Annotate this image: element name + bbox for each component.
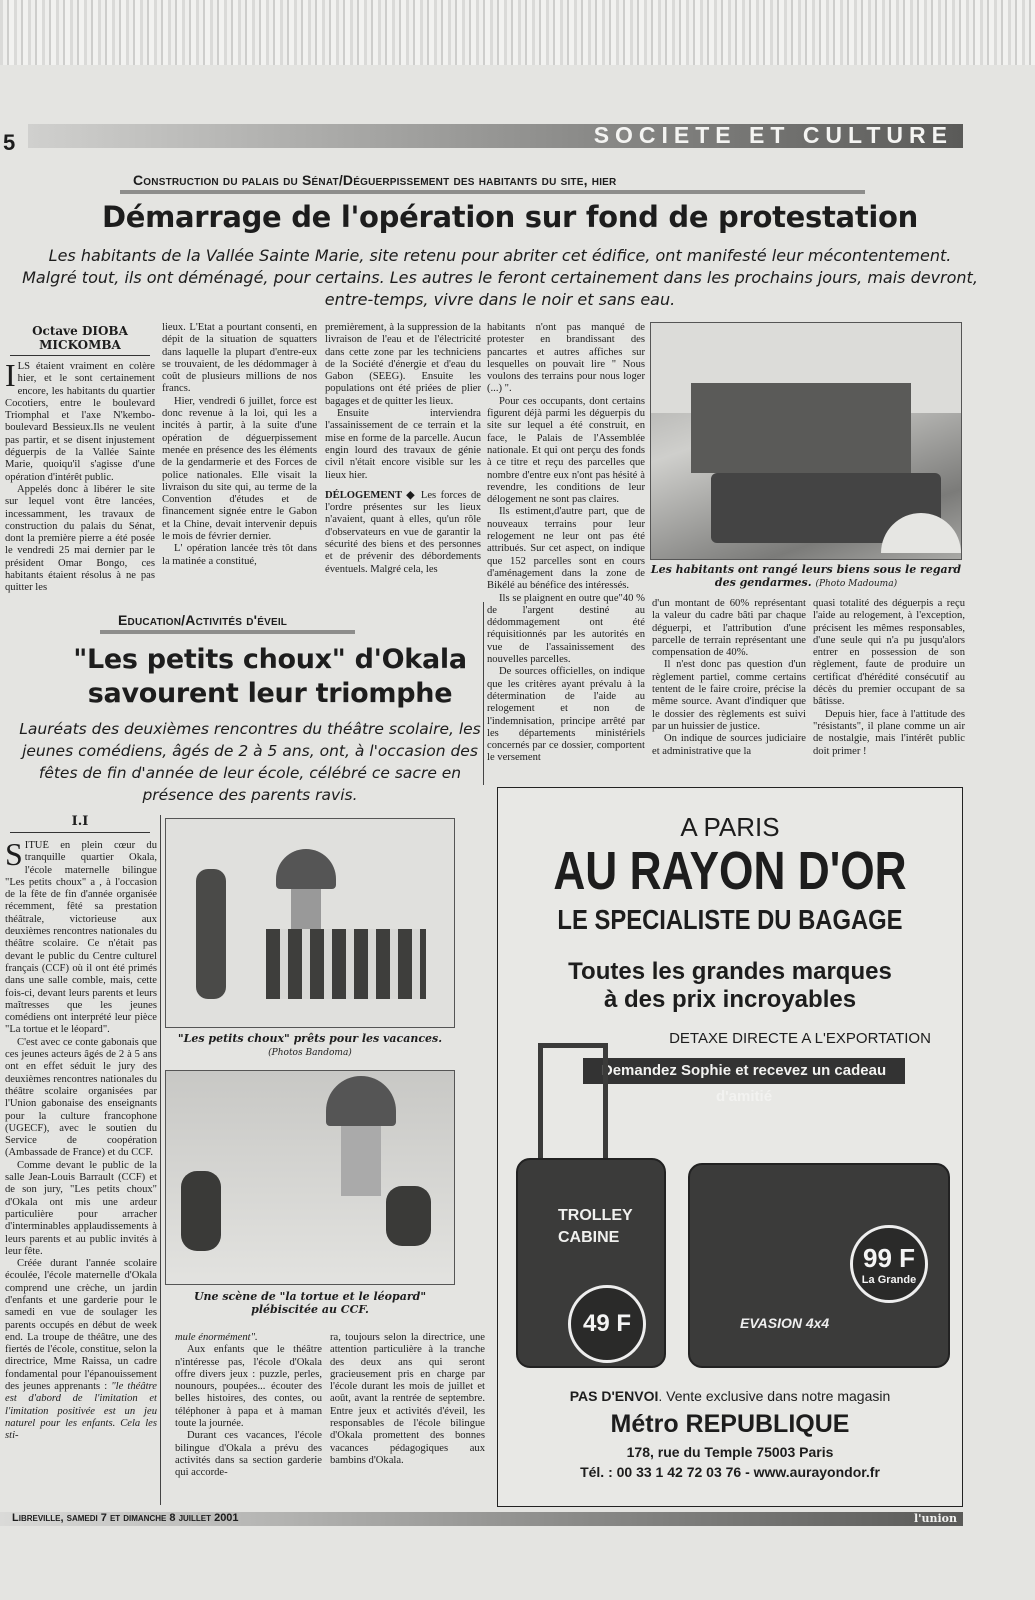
- paragraph: Depuis hier, face à l'attitude des "résistants", il plane comme un air de nostalgie, mais l'intérêt public doit primer !: [813, 708, 965, 757]
- article1-title: Démarrage de l'opération sur fond de protestation: [101, 200, 918, 234]
- ad-brand: AU RAYON D'OR: [553, 841, 907, 901]
- paragraph: ITUÉ en plein cœur du tranquille quartier Okala, l'école maternelle bilingue "Les petits choux" a , à l'occasion de la fête de fin d'année organisée récemment, fêté sa prestation théâtrale, victorieuse aux deuxièmes rencontres nationales du théâtre scolaire. Ce n'était pas devant le public du Centre culturel français (CCF) où il ont été primés dans une salle comble, mais, cette fois-ci, devant leurs parents et leurs maîtresses que les jeunes comédiens ont interprété leur pièce "La tortue et le léopard".: [5, 840, 157, 1036]
- bag2-name: EVASION 4x4: [740, 1315, 830, 1331]
- bag2-price-badge: 99 F La Grande: [850, 1225, 928, 1303]
- kicker-rule: [120, 190, 865, 194]
- ad-promo: Toutes les grandes marques: [568, 958, 892, 985]
- bag1-price-badge: 49 F: [568, 1285, 646, 1363]
- scan-edge: [0, 0, 1035, 65]
- paragraph: Il n'est donc pas question d'un règlement partiel, comme certains tentent de le faire croire, précise la même source. Avant d'indiquer que le dossier des règlements est suivi par un huissier de justice.: [652, 659, 806, 732]
- column-rule: [160, 815, 161, 1505]
- ad-promo: à des prix incroyables: [603, 986, 857, 1013]
- drop-cap: S: [5, 840, 23, 872]
- photo2-caption: Une scène de "la tortue et le léopard" plébiscitée au CCF.: [193, 1290, 427, 1316]
- article2-chapo: Lauréats des deuxièmes rencontres du théâtre scolaire, les jeunes comédiens, âgés de 2 à 5 ans, ont, à l'occasion des fêtes de fin d'année de leur école, célébré ce sacre en présence des parents ravis.: [19, 720, 481, 804]
- paragraph: De sources officielles, on indique que les critères ayant prévalu à la détermination de l'aide au relogement et non de l'indemnisation, principe arrêté par les départements ministériels concernés par ce dossier, comportent le versement: [487, 666, 645, 764]
- kicker-rule: [100, 630, 355, 634]
- paragraph: d'un montant de 60% représentant la valeur du cadre bâti par chaque déguerpi, et l'attribution d'une parcelle de terrain représentant une compensation de 40%.: [652, 598, 806, 659]
- quote: "le théâtre est d'abord de l'imitation et l'imitation positivée est un jeu naturel pour les enfants. Cela les sti-: [5, 1381, 157, 1442]
- article1-author: Octave DIOBA MICKOMBA: [10, 324, 150, 356]
- ad-city: A PARIS: [680, 812, 780, 842]
- photo-caption: Les habitants ont rangé leurs biens sous le regard des gendarmes. (Photo Madouma): [650, 563, 962, 589]
- article1-column-4: [487, 322, 645, 785]
- evasion-bag: [688, 1163, 950, 1368]
- paragraph: premièrement, à la suppression de la livraison de l'eau et de l'électricité dans cette zone par les techniciens de la Société d'énergie et d'eau du Gabon (SEEG). Ensuite les populations ont été priées de plier bagages et de quitter les lieux.: [325, 322, 481, 407]
- trolley-cabin-bag: [516, 1158, 666, 1368]
- paragraph: Pour ces occupants, dont certains figurent déjà parmi les déguerpis du site sur lequel a été construit, en face, le Palais de l'Assemblée nationale. Et qui ont perçu des fonds à ce titre et reçu des parcelles que nombre d'entre eux n'ont pas hésité à revendre, les conditions de leur délogement ne sont pas claires.: [487, 395, 645, 506]
- article1-column-5: [652, 598, 806, 786]
- ad-notice: PAS D'ENVOI. Vente exclusive dans notre magasin: [569, 1388, 891, 1404]
- article2-author: I.I: [10, 815, 150, 833]
- drop-cap: I: [5, 361, 16, 393]
- footer-date: Libreville, samedi 7 et dimanche 8 juillet 2001: [12, 1512, 239, 1524]
- paragraph: Créée durant l'année scolaire écoulée, l'école maternelle d'Okala comprend une crèche, un jardin d'enfants et une garderie pour le samedi en vue de soulager les parents occupés en début de week end. La troupe de théâtre, une des fiertés de l'école, constitue, selon la directrice, Mme Raissa, un cadre fondamental pour l'épanouissement des jeunes apprenants :: [5, 1258, 157, 1393]
- ad-detaxe: DETAXE DIRECTE A L'EXPORTATION: [669, 1030, 931, 1047]
- paragraph: Aux enfants que le théâtre n'intéresse pas, l'école d'Okala offre divers jeux : puzzle, perles, nounours, poupées... écouter des belles histoires, des contes, ou téléphoner à papa et à maman toute la journée.: [175, 1344, 322, 1430]
- article1-column-3: [325, 322, 481, 604]
- paragraph: Ensuite interviendra l'assainissement de ce terrain et la mise en forme de la parcelle. Aucun engin lourd des travaux de génie civil n'était encore visible sur les lieux hier.: [325, 408, 481, 481]
- bag1-label: TROLLEY CABINE: [558, 1207, 633, 1246]
- page-number: 5: [3, 130, 16, 155]
- paragraph: LS étaient vraiment en colère hier, et le sont certainement encore, les habitants du quartier Cocotiers, entre le boulevard Triomphal et l'axe N'kembo-boulevard Bessieux.Ils ne veulent pas partir, et se disent injustement déguerpis de la Vallée Sainte Marie, quoiqu'il s'agisse d'une opération d'intérêt public.: [5, 361, 155, 483]
- subheading: DÉLOGEMENT ◆: [325, 489, 417, 501]
- paragraph: ra, toujours selon la directrice, une attention particulière à la tranche des deux ans qui seront gracieusement pris en charge par l'école durant les mois de juillet et août, avant la rentrée de septembre. Entre jeux et activités d'éveil, les responsables de l'école bilingue d'Okala promettent des bonnes vacances pédagogiques aux bambins d'Okala.: [330, 1332, 485, 1466]
- page-footer: [0, 1512, 963, 1526]
- paragraph: Ils estiment,d'autre part, que de nouveaux terrains pour leur relogement ne leur ont pas été attribués. Sur cet aspect, on indique que 152 parcelles sont en cours d'aménagement dans la zone de Bikélé au bénéfice des intéressés.: [487, 506, 645, 592]
- article2-column-2: [175, 1332, 322, 1508]
- quote: mule énormément".: [175, 1332, 258, 1343]
- article1-column-6: [813, 598, 965, 786]
- article1-column-2: [162, 322, 317, 604]
- section-title: SOCIETE ET CULTURE: [593, 122, 953, 148]
- ad-contact: Tél. : 00 33 1 42 72 03 76 - www.aurayondor.fr: [580, 1464, 880, 1480]
- section-banner: [28, 124, 963, 148]
- paragraph: C'est avec ce conte gabonais que ces jeunes acteurs âgés de 2 à 5 ans ont en effet séduit le jury des deuxièmes rencontres nationales du théâtre scolaire organisées par l'Union gabonaise des enseignants pour la culture francophone (UGECF), avec le soutien du Service de coopération (Ambassade de France) et du CCF.: [5, 1036, 157, 1159]
- article2-column-1: [5, 840, 157, 1510]
- paragraph: lieux. L'Etat a pourtant consenti, en dépit de la situation de squatters dans laquelle la plupart d'entre-eux se trouvaient, de les dédommager à coût de plusieurs millions de nos francs.: [162, 322, 317, 395]
- article2-title: "Les petits choux" d'Okala savourent leur triomphe: [73, 644, 467, 709]
- paragraph: L' opération lancée très tôt dans la matinée a constitué,: [162, 543, 317, 567]
- paragraph: Ils se plaignent en outre que"40 % de l'argent destiné au dédommagement ont été réquisitionnés par les autorités en vue de l'assainissement des nouvelles parcelles.: [487, 592, 645, 666]
- ad-tagline: LE SPECIALISTE DU BAGAGE: [557, 904, 903, 935]
- photo-play-scene: [165, 1070, 455, 1285]
- ad-banner: Demandez Sophie et recevez un cadeau d'amitié: [583, 1058, 905, 1084]
- article1-column-1: [5, 361, 155, 601]
- photo-credit: (Photos Bandoma): [268, 1048, 352, 1058]
- newspaper-logo: l'union: [913, 1512, 957, 1525]
- paragraph: Durant ces vacances, l'école bilingue d'Okala a prévu des activités dans sa section garderie qui accorde-: [175, 1430, 322, 1479]
- article2-column-3: [330, 1332, 485, 1508]
- photo-children-group: [165, 818, 455, 1028]
- paragraph: Hier, vendredi 6 juillet, force est donc revenue à la loi, qui les a incités à partir, à la suite d'une opération de déguerpissement menée en présence des les éléments de la gendarmerie et des Forces de police nationales. Elle visait la livraison du site qui, au terme de la Convention d'études et de financement signée entre le Gabon et la Chine, devait intervenir depuis le mois de février dernier.: [162, 395, 317, 543]
- paragraph: quasi totalité des déguerpis a reçu l'aide au relogement, à l'exception, précisent les mêmes responsables, d'une seule qui n'a pu jusqu'alors entrer en possession de son règlement, faute de produire un certificat d'hérédité consécutif au décès du premier occupant de sa bâtisse.: [813, 598, 965, 708]
- paragraph: Les forces de l'ordre présentes sur les lieux n'avaient, quant à elles, qu'un rôle d'observateurs en vue de garantir la sécurité des biens et des personnes et de prévenir des débordements éventuels. Malgré cela, les: [325, 489, 481, 575]
- article2-kicker: Education/Activités d'éveil: [118, 612, 288, 628]
- paragraph: habitants n'ont pas manqué de protester en brandissant des pancartes et autres affiches sur lesquelles on pouvait lire " Nous voulons des terrains pour nous loger (...) ".: [487, 322, 645, 395]
- paragraph: On indique de sources judiciaire et administrative que la: [652, 733, 806, 757]
- article1-kicker: Construction du palais du Sénat/Déguerpissement des habitants du site, hier: [133, 172, 617, 188]
- trolley-handle: [538, 1043, 608, 1163]
- article1-chapo: Les habitants de la Vallée Sainte Marie, site retenu pour abriter cet édifice, ont manifesté leur mécontentement. Malgré tout, ils ont déménagé, pour certains. Les autres le feront certainement dans les prochains jours, mais devront, entre-temps, vivre dans le noir et sans eau.: [22, 246, 978, 309]
- photo-residents-belongings: [650, 322, 962, 560]
- paragraph: Appelés donc à libérer le site sur lequel vont être lancées, incessamment, les travaux de construction du palais du Sénat, dont la première pierre a été posée le vendredi 25 mai dernier par le président Omar Bongo, ces habitants étaient résolus à ne pas quitter les: [5, 483, 155, 594]
- ad-metro: Métro REPUBLIQUE: [610, 1410, 850, 1438]
- photo-credit: (Photo Madouma): [815, 579, 898, 589]
- paragraph: Comme devant le public de la salle Jean-Louis Barrault (CCF) et de son jury, "Les petits choux" d'Okala ont mis une ardeur particulière pour arracher d'interminables applaudissements à leurs parents et au public invités à leur fête.: [5, 1159, 157, 1257]
- advertisement-au-rayon-dor: [497, 787, 963, 1507]
- ad-address: 178, rue du Temple 75003 Paris: [626, 1444, 834, 1460]
- photo1-caption: "Les petits choux" prêts pour les vacances. (Photos Bandoma): [177, 1032, 443, 1058]
